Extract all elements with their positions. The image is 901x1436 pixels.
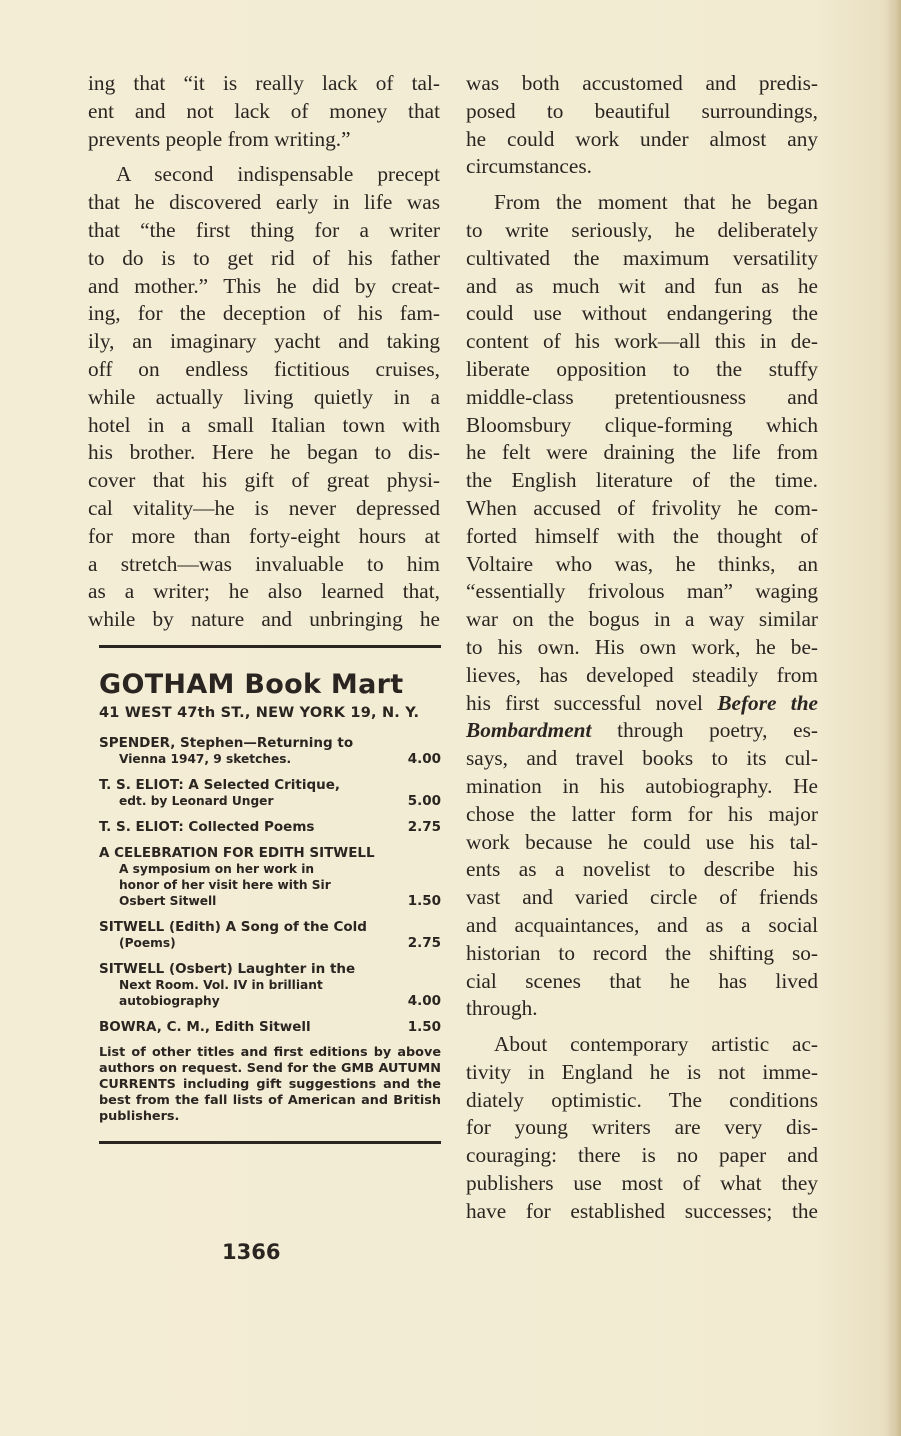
book-entry: SPENDER, Stephen—Returning to: [99, 735, 354, 751]
text-line: that “the first thing for a writer: [88, 217, 440, 242]
book-price: 4.00: [407, 993, 441, 1009]
text-line: cial scenes that he has lived: [466, 968, 818, 993]
book-listing: [99, 961, 441, 1009]
text-line: About contemporary artistic ac-: [494, 1032, 818, 1057]
text-line: content of his work—all this in de-: [466, 329, 818, 354]
text-line: ents as a novelist to describe his: [466, 857, 818, 882]
book-listing: [99, 1019, 441, 1035]
text-line: prevents people from writing.”: [88, 126, 351, 151]
ad-title: GOTHAM Book Mart: [99, 669, 404, 700]
ad-bottom-rule: [99, 1141, 441, 1144]
text-line: work because he could use his tal-: [466, 829, 818, 854]
text-line: as a writer; he also learned that,: [88, 579, 440, 604]
text-line: cover that his gift of great physi-: [88, 468, 440, 493]
text-line: that he discovered early in life was: [88, 190, 440, 215]
text-line: publishers use most of what they: [466, 1171, 818, 1196]
right-paragraph-3: [466, 1031, 818, 1226]
text-line: vast and varied circle of friends: [466, 885, 818, 910]
ad-note: List of other titles and first editions by above authors on request. Send for the GMB AUTUMN CURRENTS including gift suggestions and the best from the fall lists of American and British publishers.: [99, 1045, 441, 1124]
text-line: historian to record the shifting so-: [466, 940, 818, 965]
book-subtitle: (Poems): [119, 936, 176, 950]
text-line: ily, an imaginary yacht and taking: [88, 329, 440, 354]
text-line: Voltaire who was, he thinks, an: [466, 551, 818, 576]
text-segment: through poetry, es-: [617, 718, 818, 743]
book-price: 1.50: [407, 1019, 441, 1035]
book-entry: SITWELL (Edith) A Song of the Cold: [99, 919, 367, 935]
book-price: 4.00: [407, 751, 441, 767]
text-line: says, and travel books to its cul-: [466, 746, 818, 771]
text-line: chose the latter form for his major: [466, 801, 818, 826]
page-number: 1366: [222, 1240, 281, 1264]
text-line: Bloomsbury clique-forming which: [466, 412, 818, 437]
text-line: couraging: there is no paper and: [466, 1143, 818, 1168]
book-title-italic: Bombardment: [466, 718, 592, 743]
text-line: lieves, has developed steadily from: [466, 662, 818, 687]
text-line: for more than forty-eight hours at: [88, 523, 440, 548]
text-line: [466, 690, 818, 718]
text-line: he felt were draining the life from: [466, 440, 818, 465]
text-line: [466, 717, 818, 745]
ad-top-rule: [99, 645, 441, 648]
text-line: When accused of frivolity he com-: [466, 495, 818, 520]
book-subtitle: edt. by Leonard Unger: [119, 794, 274, 808]
book-price: 2.75: [407, 819, 441, 835]
text-line: cal vitality—he is never depressed: [88, 495, 440, 520]
text-line: mination in his autobiography. He: [466, 773, 818, 798]
book-listing: [99, 919, 441, 951]
text-line: and mother.” This he did by creat-: [88, 273, 440, 298]
text-line: A second indispensable precept: [116, 162, 440, 187]
book-entry: A CELEBRATION FOR EDITH SITWELL: [99, 845, 375, 861]
text-line: to his own. His own work, he be-: [466, 634, 818, 659]
book-price: 5.00: [407, 793, 441, 809]
left-paragraph-1: [88, 70, 440, 153]
text-line: through.: [466, 996, 538, 1021]
right-paragraph-2: [466, 189, 818, 1023]
text-line: posed to beautiful surroundings,: [466, 98, 818, 123]
right-column: [466, 70, 818, 1226]
text-line: “essentially frivolous man” waging: [466, 579, 818, 604]
book-price: 2.75: [407, 935, 441, 951]
text-line: and as much wit and fun as he: [466, 273, 818, 298]
book-listing: [99, 819, 441, 835]
left-column: [88, 70, 440, 634]
book-subtitle: Vienna 1947, 9 sketches.: [119, 752, 292, 766]
page-edge: [887, 0, 901, 1436]
text-line: cultivated the maximum versatility: [466, 245, 818, 270]
text-line: circumstances.: [466, 154, 592, 179]
text-line: his brother. Here he began to dis-: [88, 440, 440, 465]
book-title-italic: Before the: [717, 690, 818, 715]
text-line: diately optimistic. The conditions: [466, 1087, 818, 1112]
text-line: have for established successes; the: [466, 1198, 818, 1223]
text-line: middle-class pretentiousness and: [466, 384, 818, 409]
book-entry: T. S. ELIOT: A Selected Critique,: [99, 777, 341, 793]
book-price: 1.50: [407, 893, 441, 909]
text-line: for young writers are very dis-: [466, 1115, 818, 1140]
ad-address: 41 WEST 47th ST., NEW YORK 19, N. Y.: [99, 705, 420, 721]
text-line: forted himself with the thought of: [466, 523, 818, 548]
book-subtitle: Next Room. Vol. IV in brilliant autobiography: [119, 978, 323, 1008]
text-line: ing, for the deception of his fam-: [88, 301, 440, 326]
text-segment: his first successful novel: [466, 690, 703, 715]
text-line: he could work under almost any: [466, 126, 818, 151]
book-entry: SITWELL (Osbert) Laughter in the: [99, 961, 356, 977]
text-line: hotel in a small Italian town with: [88, 412, 440, 437]
book-listing: [99, 845, 441, 909]
book-listing: [99, 777, 441, 809]
text-line: From the moment that he began: [494, 190, 818, 215]
book-entry: T. S. ELIOT: Collected Poems: [99, 819, 315, 835]
text-line: liberate opposition to the stuffy: [466, 356, 818, 381]
text-line: ing that “it is really lack of tal-: [88, 71, 440, 95]
text-line: a stretch—was invaluable to him: [88, 551, 440, 576]
text-line: while by nature and unbringing he: [88, 607, 440, 632]
text-line: off on endless fictitious cruises,: [88, 356, 440, 381]
text-line: to do is to get rid of his father: [88, 245, 440, 270]
book-entry: BOWRA, C. M., Edith Sitwell: [99, 1019, 311, 1035]
text-line: could use without endangering the: [466, 301, 818, 326]
text-line: war on the bogus in a way similar: [466, 607, 818, 632]
text-line: the English literature of the time.: [466, 468, 818, 493]
left-paragraph-2: [88, 161, 440, 634]
text-line: was both accustomed and predis-: [466, 71, 818, 95]
text-line: to write seriously, he deliberately: [466, 217, 818, 242]
text-line: tivity in England he is not imme-: [466, 1059, 818, 1084]
book-subtitle: A symposium on her work in honor of her visit here with Sir Osbert Sitwell: [119, 862, 331, 908]
text-line: ent and not lack of money that: [88, 98, 440, 123]
text-line: while actually living quietly in a: [88, 384, 440, 409]
gotham-advertisement: [99, 645, 441, 1144]
book-listing: [99, 735, 441, 767]
right-paragraph-1: [466, 70, 818, 181]
text-line: and acquaintances, and as a social: [466, 912, 818, 937]
